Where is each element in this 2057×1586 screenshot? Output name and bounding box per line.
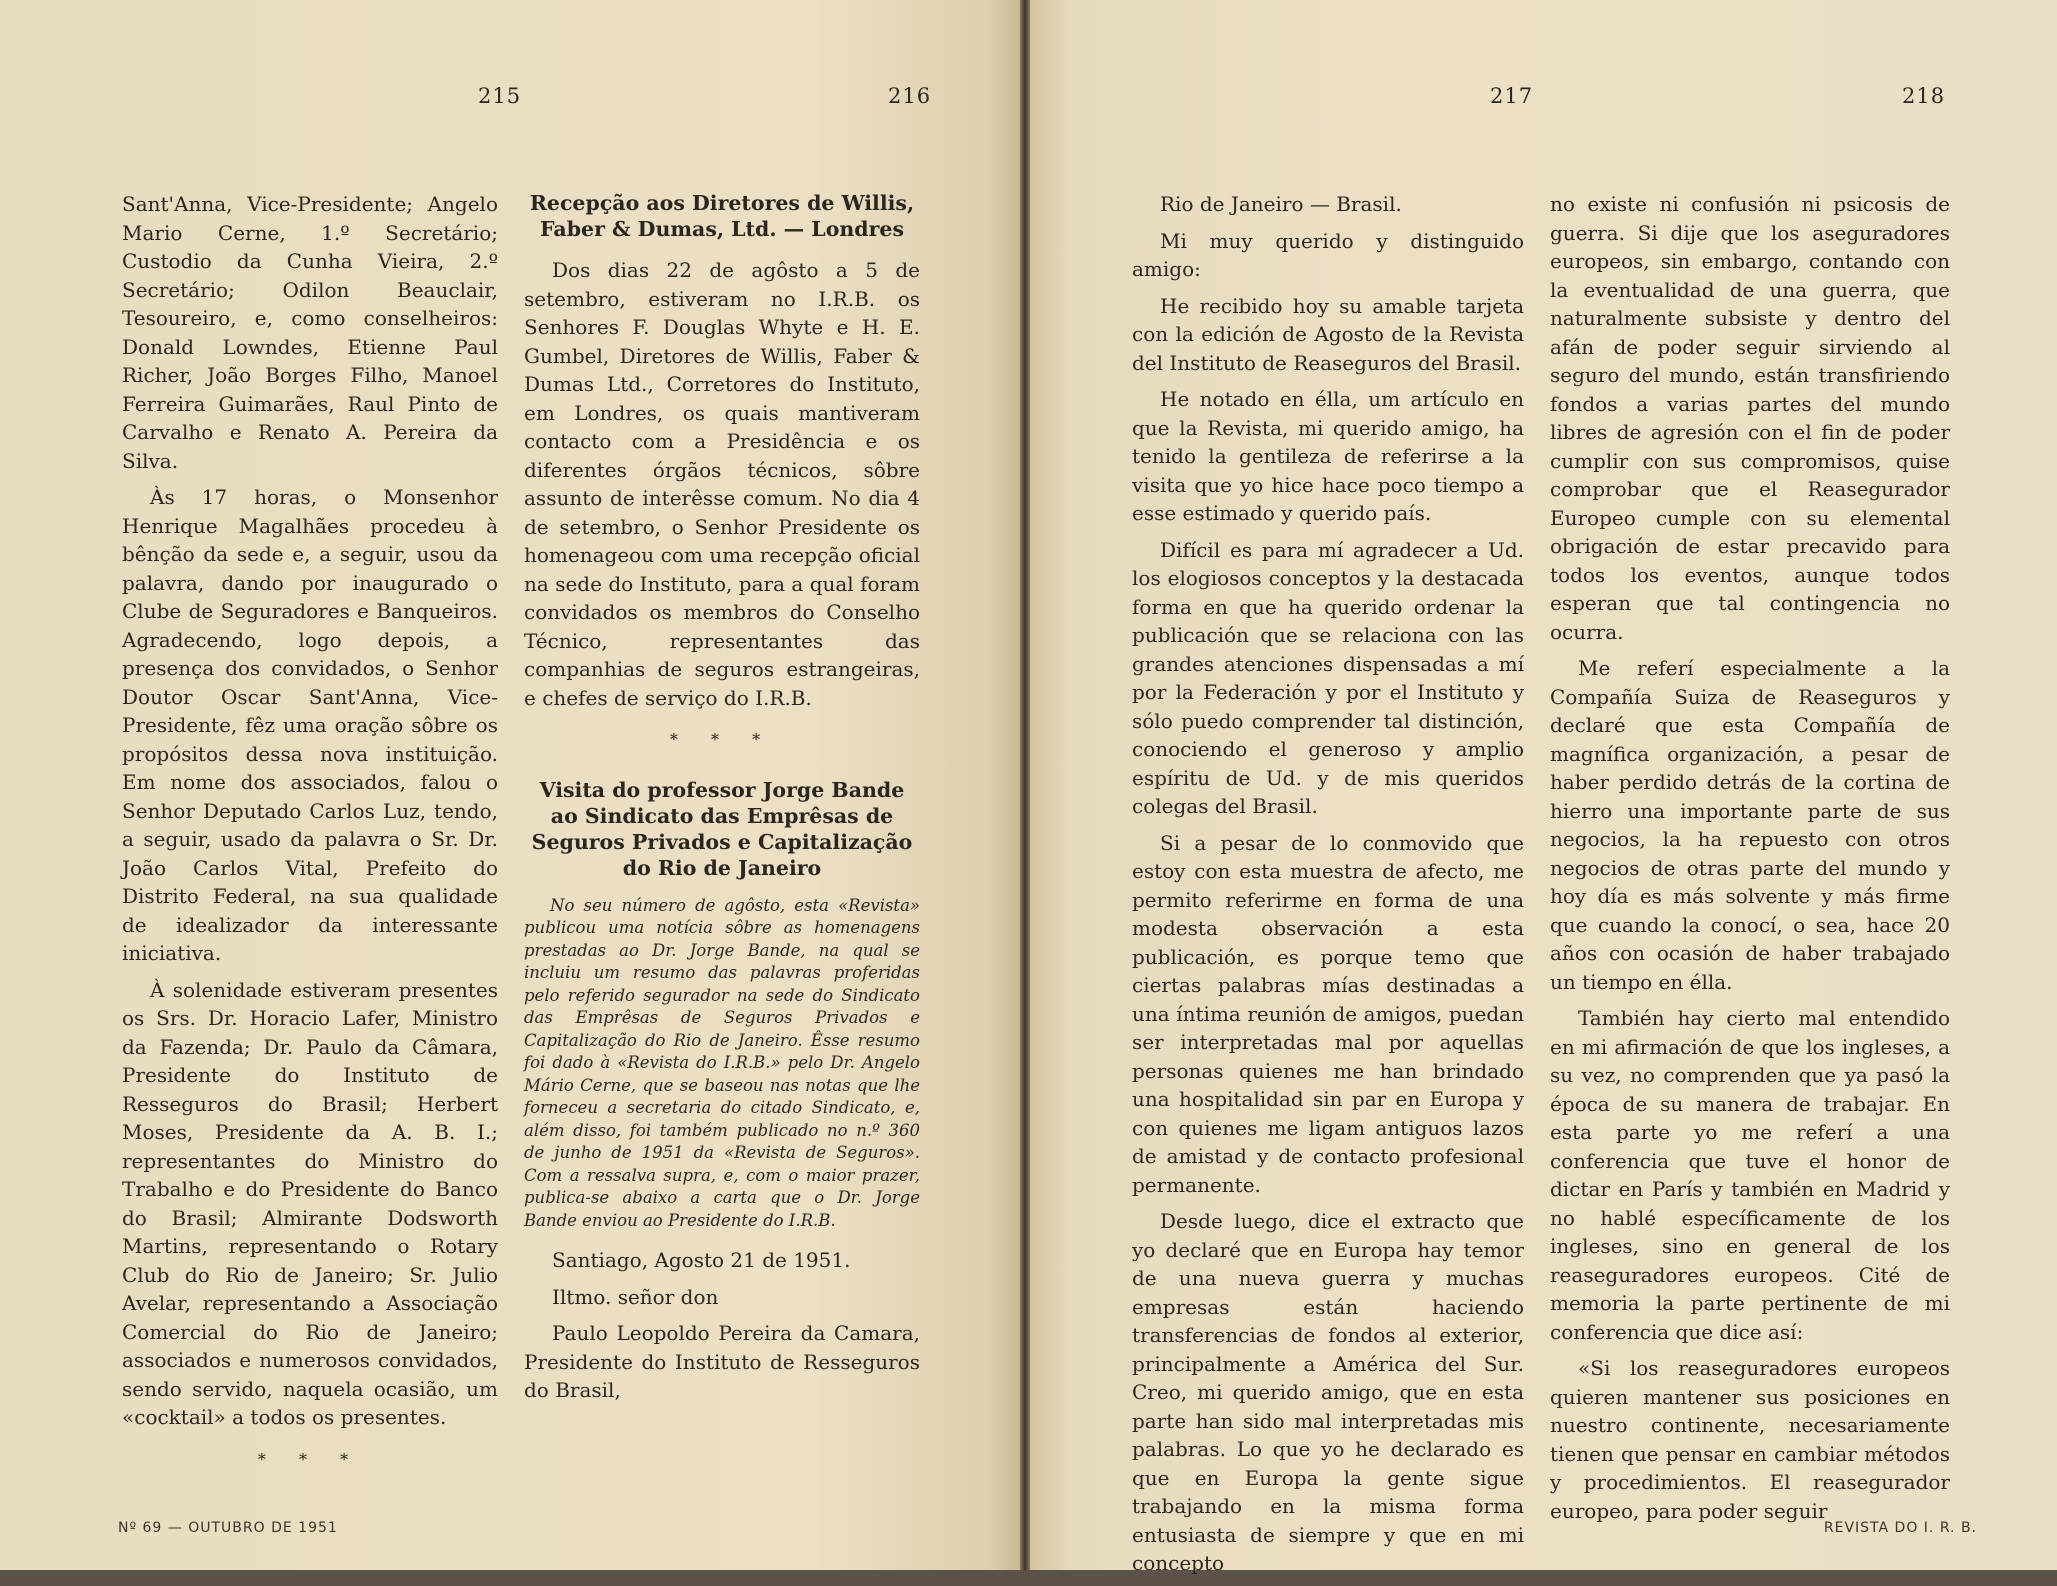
paragraph: À solenidade estiveram presentes os Srs. Dr. Horacio Lafer, Ministro da Fazenda; Dr. Paulo da Câmara, Presidente do Instituto de Resseguros do Brasil; Herbert Moses, Presidente da A. B. I.; representantes do Ministro do Trabalho e do Presidente do Banco do Brasil; Almirante Dodsworth Martins, representando o Rotary Club do Rio de Janeiro; Sr. Julio Avelar, representando a Associação Comercial do Rio de Janeiro; associados e numerosos convidados, sendo servido, naquela ocasião, um «cocktail» a todos os presentes. <box>122 977 498 1429</box>
paragraph: Desde luego, dice el extracto que yo declaré que en Europa hay temor de una nueva guerra y muchas empresas están haciendo transferencias de fondos al exterior, principalmente a América del Sur. Creo, mi querido amigo, que en esta parte han sido mal interpretadas mis palabras. Lo que yo he declarado es que en Europa la gente sigue trabajando en la misma forma entusiasta de siempre y que en mi concepto <box>1132 1209 1524 1575</box>
right-column-1 <box>1132 190 1524 1586</box>
page-number-215: 215 <box>478 84 522 108</box>
right-column-2 <box>1550 190 1950 1533</box>
quoted-passage: «Si los reaseguradores europeos quieren mantener sus posiciones en nuestro continente, necesariamente tienen que pensar en cambiar métodos y procedimientos. El reasegurador europeo, para poder seguir <box>1550 1356 1950 1523</box>
letter-addressee: Paulo Leopoldo Pereira da Camara, Presidente do Instituto de Resseguros do Brasil, <box>524 1321 920 1402</box>
letter-salutation: Iltmo. señor don <box>552 1284 719 1309</box>
paragraph: Sant'Anna, Vice-Presidente; Angelo Mario Cerne, 1.º Secretário; Custodio da Cunha Vieira, 2.º Secretário; Odilon Beauclair, Tesoureiro, e, como conselheiros: Donald Lowndes, Etienne Paul Richer, João Borges Filho, Manoel Ferreira Guimarães, Raul Pinto de Carvalho e Renato A. Pereira da Silva. <box>122 192 498 473</box>
paragraph: También hay cierto mal entendido en mi afirmación de que los ingleses, a su vez, no comprenden que ya pasó la época de su manera de trabajar. En esta parte yo me referí a una conferencia que tuve el honor de dictar en París y también en Madrid y no hablé específicamente de los ingleses, sino en general de los reaseguradores europeos. Cité de memoria la parte pertinente de mi conferencia que dice así: <box>1550 1006 1950 1344</box>
paragraph: no existe ni confusión ni psicosis de guerra. Si dije que los aseguradores europeos, sin embargo, contando con la eventualidad de una guerra, que naturalmente subsiste y dentro del afán de poder seguir sirviendo al seguro del mundo, están transfiriendo fondos a varias partes del mundo libres de agresión con el fin de poder cumplir con sus compromisos, quise comprobar que el Reasegurador Europeo cumple con su elemental obrigación de estar precavido para todos los eventos, aunque todos esperan que tal contingencia no ocurra. <box>1550 192 1950 644</box>
right-page <box>1030 0 2057 1575</box>
editorial-note <box>524 895 920 1233</box>
paragraph: Me referí especialmente a la Compañía Suiza de Reaseguros y declaré que esta Compañía de magnífica organización, a pesar de haber perdido detrás de la cortina de hierro una importante parte de sus negocios, la ha repuesto con otros negocios de otras parte del mundo y hoy día es más solvente y más firme que cuando la conocí, o sea, hace 20 años con ocasión de haber trabajado un tiempo en élla. <box>1550 656 1950 994</box>
paragraph: Às 17 horas, o Monsenhor Henrique Magalhães procedeu à bênção da sede e, a seguir, usou da palavra, dando por inaugurado o Clube de Seguradores e Banqueiros. Agradecendo, logo depois, a presença dos convidados, o Senhor Doutor Oscar Sant'Anna, Vice-Presidente, fêz uma oração sôbre os propósitos dessa nova instituição. Em nome dos associados, falou o Senhor Deputado Carlos Luz, tendo, a seguir, usado da palavra o Sr. Dr. João Carlos Vital, Prefeito do Distrito Federal, na sua qualidade de idealizador da interessante iniciativa. <box>122 485 498 965</box>
article-heading: Recepção aos Diretores de Willis, Faber & Dumas, Ltd. — Londres <box>529 191 915 241</box>
paragraph: Dos dias 22 de agôsto a 5 de setembro, estiveram no I.R.B. os Senhores F. Douglas Whyte e H. E. Gumbel, Diretores de Willis, Faber & Dumas Ltd., Corretores do Instituto, em Londres, os quais mantiveram contacto com a Presidência e os diferentes órgãos técnicos, sôbre assunto de interêsse comum. No dia 4 de setembro, o Senhor Presidente os homenageou com uma recepção oficial na sede do Instituto, para a qual foram convidados os membros do Conselho Técnico, representantes das companhias de seguros estrangeiras, e chefes de serviço do I.R.B. <box>524 258 920 710</box>
letter-greeting: Mi muy querido y distinguido amigo: <box>1132 228 1524 281</box>
section-separator: * * * <box>669 730 775 749</box>
page-number-216: 216 <box>888 84 932 108</box>
footer-journal: REVISTA DO I. R. B. <box>1823 1520 1977 1536</box>
left-page <box>0 0 1020 1570</box>
paragraph: Si a pesar de lo conmovido que estoy con esta muestra de afecto, me permito referirme en forma de una modesta observación a esta publicación, es porque temo que ciertas palabras mías destinadas a una íntima reunión de amigos, puedan ser interpretadas mal por aquellas personas quienes me han brindado una hospitalidad sin par en Europa y con quienes me ligam antiguos lazos de amistad y de contacto profesional permanente. <box>1132 830 1524 1197</box>
section-separator: * * * <box>257 1449 363 1469</box>
left-column-2 <box>524 190 920 1413</box>
left-column-1 <box>122 190 498 1496</box>
book-spine <box>1020 0 1030 1570</box>
paragraph: Difícil es para mí agradecer a Ud. los elogiosos conceptos y la destacada forma en que ha querido ordenar la publicación que se relaciona con las grandes atenciones dispensadas a mí por la Federación y por el Instituto y sólo puedo comprender tal distinción, conociendo el generoso y amplio espíritu de Ud. y de mis queridos colegas del Brasil. <box>1132 537 1524 818</box>
page-number-217: 217 <box>1490 84 1534 108</box>
paragraph: He recibido hoy su amable tarjeta con la edición de Agosto de la Revista del Instituto de Reaseguros del Brasil. <box>1132 293 1524 375</box>
page-number-218: 218 <box>1902 84 1946 108</box>
footer-issue: Nº 69 — OUTUBRO DE 1951 <box>118 1520 338 1536</box>
article-heading: Visita do professor Jorge Bande ao Sindicato das Emprêsas de Seguros Privados e Capitalização do Rio de Janeiro <box>531 777 913 880</box>
paragraph: No seu número de agôsto, esta «Revista» publicou uma notícia sôbre as homenagens prestadas ao Dr. Jorge Bande, na qual se incluiu um resumo das palavras proferidas pelo referido segurador na sede do Sindicato das Emprêsas de Seguros Privados e Capitalização do Rio de Janeiro. Êsse resumo foi dado à «Revista do I.R.B.» pelo Dr. Angelo Mário Cerne, que se baseou nas notas que lhe forneceu a secretaria do citado Sindicato, e, além disso, foi também publicado no n.º 360 de junho de 1951 da «Revista de Seguros». Com a ressalva supra, e, com o maior prazer, publica-se abaixo a carta que o Dr. Jorge Bande enviou ao Presidente do I.R.B. <box>524 895 920 1230</box>
letter-place: Rio de Janeiro — Brasil. <box>1160 192 1402 216</box>
paragraph: He notado en élla, um artículo en que la Revista, mi querido amigo, ha tenido la gentileza de referirse a la visita que yo hice hace poco tiempo a esse estimado y querido país. <box>1132 387 1524 525</box>
letter-date: Santiago, Agosto 21 de 1951. <box>552 1248 851 1272</box>
